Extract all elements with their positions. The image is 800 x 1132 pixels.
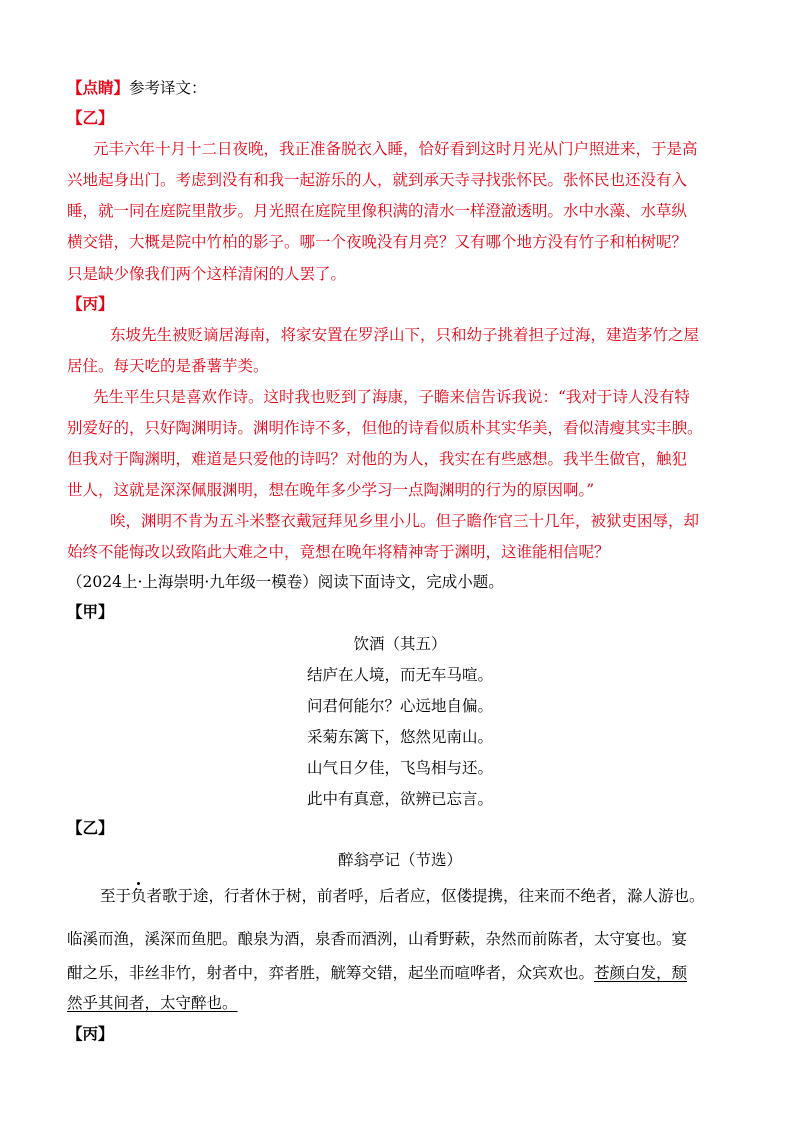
underlined-text: 苍颜白发，颓 <box>594 964 688 982</box>
poem-line: 此中有真意，欲辨已忘言。 <box>306 790 493 808</box>
essay-text: 酣之乐，非丝非竹，射者中，弈者胜，觥筹交错，起坐而喧哗者，众宾欢也。 <box>67 964 595 982</box>
emphasis-dot-char: 负 <box>131 887 147 905</box>
bing-translation-line: 世人，这就是深深佩服渊明，想在晚年多少学习一点陶渊明的行为的原因啊。” <box>67 481 595 499</box>
section-jia-label: 【甲】 <box>67 602 114 621</box>
essay-text: 至于 <box>100 887 132 905</box>
section-yi-label: 【乙】 <box>67 108 114 127</box>
yi-translation-line: 兴地起身出门。考虑到没有和我一起游乐的人，就到承天寺寻找张怀民。张怀民也还没有入 <box>67 171 688 189</box>
essay-line <box>0 886 800 906</box>
underlined-text: 然乎其间者，太守醉也。 <box>67 994 238 1012</box>
yi-translation-line: 只是缺少像我们两个这样清闲的人罢了。 <box>67 265 347 283</box>
bing-translation-line: 始终不能悔改以致陷此大难之中，竟想在晚年将精神寄于渊明，这谁能相信呢？ <box>67 543 610 561</box>
dianjing-label: 【点睛】 <box>67 78 130 97</box>
poem-line: 采菊东篱下，悠然见南山。 <box>306 728 493 746</box>
bing-translation-line: 但我对于陶渊明，难道是只爱他的诗吗？对他的为人，我实在有些感想。我半生做官，触犯 <box>67 450 688 468</box>
yi-translation-line: 横交错，大概是院中竹柏的影子。哪一个夜晚没有月亮？又有哪个地方没有竹子和柏树呢？ <box>67 233 688 251</box>
section-bing-label: 【丙】 <box>67 1024 114 1043</box>
essay-line <box>0 993 800 1013</box>
bing-translation-line: 先生平生只是喜欢作诗。这时我也贬到了海康，子瞻来信告诉我说：“我对于诗人没有特 <box>93 388 690 406</box>
yi-translation-line: 元丰六年十月十二日夜晚，我正准备脱衣入睡，恰好看到这时月光从门户照进来，于是高 <box>93 140 698 158</box>
question-source-line: （2024上·上海崇明·九年级一模卷）阅读下面诗文，完成小题。 <box>67 573 504 591</box>
poem-line: 结庐在人境，而无车马喧。 <box>306 666 493 684</box>
section-bing-label: 【丙】 <box>67 294 114 313</box>
bing-translation-line: 唉，渊明不肯为五斗米整衣戴冠拜见乡里小儿。但子瞻作官三十几年，被狱吏困辱，却 <box>110 512 700 530</box>
poem-line: 问君何能尔？心远地自偏。 <box>306 697 493 715</box>
bing-translation-line: 居住。每天吃的是番薯芋类。 <box>67 357 269 375</box>
essay-line: 临溪而渔，溪深而鱼肥。酿泉为酒，泉香而酒洌，山肴野蔌，杂然而前陈者，太守宴也。宴 <box>67 930 688 948</box>
essay-line <box>0 963 800 983</box>
bing-translation-line: 别爱好的，只好陶渊明诗。渊明作诗不多，但他的诗看似质朴其实华美，看似清瘦其实丰腴。 <box>67 419 703 437</box>
dianjing-heading <box>0 78 800 98</box>
poem-line: 山气日夕佳，飞鸟相与还。 <box>306 759 493 777</box>
bing-translation-line: 东坡先生被贬谪居海南，将家安置在罗浮山下，只和幼子挑着担子过海，建造茅竹之屋 <box>110 326 700 344</box>
dianjing-title: 参考译文： <box>129 79 207 97</box>
yi-translation-line: 睡，就一同在庭院里散步。月光照在庭院里像积满的清水一样澄澈透明。水中水藻、水草纵 <box>67 202 688 220</box>
essay-text: 者歌于途，行者休于树，前者呼，后者应，伛偻提携，往来而不绝者，滁人游也。 <box>146 887 705 905</box>
section-yi-label: 【乙】 <box>67 818 114 837</box>
essay-title: 醉翁亭记（节选） <box>337 851 462 869</box>
poem-title: 饮酒（其五） <box>353 635 447 653</box>
